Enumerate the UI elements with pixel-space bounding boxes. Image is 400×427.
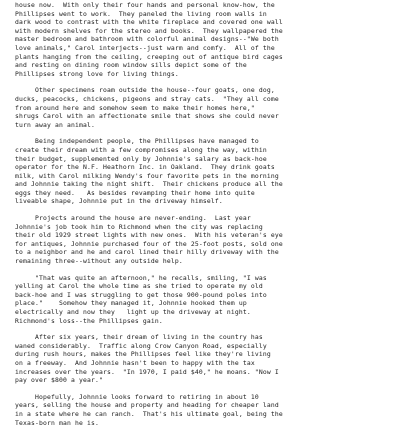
text-line: and resting on dining room window sills depict some of the — [15, 61, 247, 70]
text-line: with modern shelves for the stereo and books. They wallpapered the — [15, 26, 283, 35]
text-line: and Johnnie taking the night shift. Their chickens produce all the — [15, 180, 283, 189]
text-line: in a state where he can ranch. That's his ultimate goal, being the — [15, 409, 283, 418]
text-line: their budget, supplemented only by Johnnie's salary as back-hoe — [15, 154, 267, 163]
text-line: dark wood to contrast with the white fireplace and covered one wall — [15, 18, 283, 27]
text-line: pay over $800 a year." — [15, 376, 103, 385]
text-line: love animals," Carol interjects--just warm and comfy. All of the — [15, 43, 275, 52]
text-line: years, selling the house and property and heading for cheaper land — [15, 401, 279, 410]
text-line: plants hanging from the ceiling, creeping out of antique bird cages — [15, 52, 283, 61]
text-line: master bedroom and bathroom with colorful animal designs--"We both — [15, 35, 279, 44]
text-line: Texas-born man he is. — [15, 418, 99, 427]
text-line: remaining three--without any outside help. — [15, 257, 183, 266]
text-line: on a freeway. And Johnnie hasn't been to happy with the tax — [15, 358, 255, 367]
text-line: house now. With only their four hands and personal know-how, the — [15, 1, 275, 9]
paragraph — [15, 274, 392, 326]
text-line: milk, with Carol milking Wendy's four favorite pets in the morning — [15, 171, 279, 180]
paragraph — [15, 86, 392, 129]
text-line: Hopefully, Johnnie looks forward to retiring in about 10 — [15, 392, 259, 401]
text-line: their old 1929 street lights with new ones. With his veteran's eye — [15, 231, 283, 240]
text-line: back-hoe and I was struggling to get those 900-pound poles into — [15, 290, 267, 299]
article-body — [15, 1, 392, 427]
paragraph — [15, 137, 392, 206]
text-line: shrugs Carol with an affectionate smile that shows she could never — [15, 112, 279, 121]
text-line: ducks, peacocks, chickens, pigeons and stray cats. "They all come — [15, 94, 279, 103]
paragraph — [15, 333, 392, 385]
text-line: Phillipses went to work. They paneled the living room walls in — [15, 9, 267, 18]
text-line: Johnnie's job took him to Richmond when the city was replacing — [15, 222, 263, 231]
paragraph — [15, 214, 392, 266]
text-line: increases over the years. "In 1970, I paid $40," he moans. "Now I — [15, 367, 279, 376]
text-line: After six years, their dream of living in the country has — [15, 333, 263, 342]
text-line: Being independent people, the Phillipses have managed to — [15, 137, 259, 146]
text-line: create their dream with a few compromises along the way, within — [15, 145, 267, 154]
text-line: waned considerably. Traffic along Crow Canyon Road, especially — [15, 341, 267, 350]
text-line: Phillipses strong love for living things. — [15, 69, 179, 78]
text-line: place." Somehow they managed it, Johnnie hooked them up — [15, 299, 247, 308]
text-line: operator for the N.F. Heathorn Inc. in Oakland. They drink goats — [15, 163, 275, 172]
text-line: Richmond's loss--the Phillipses gain. — [15, 316, 163, 325]
text-line: liveable shape, Johnnie put in the driveway himself. — [15, 197, 223, 206]
text-line: "That was quite an afternoon," he recalls, smiling, "I was — [15, 273, 267, 282]
text-line: eggs they need. As besides revamping their home into quite — [15, 188, 255, 197]
text-line: yelling at Carol the whole time as she tried to operate my old — [15, 282, 263, 291]
text-line: Other specimens roam outside the house--four goats, one dog, — [15, 86, 275, 95]
text-line: during rush hours, makes the Phillipses feel like they're living — [15, 350, 271, 359]
text-line: Projects around the house are never-ending. Last year — [15, 214, 251, 223]
paragraph — [15, 1, 392, 78]
paragraph — [15, 393, 392, 427]
text-line: to a neighbor and he and carol lined their hilly driveway with the — [15, 248, 279, 257]
text-line: electrically and now they light up the driveway at night. — [15, 308, 251, 316]
text-line: turn away an animal. — [15, 120, 95, 129]
text-line: for antiques, Johnnie purchased four of the 25-foot posts, sold one — [15, 239, 283, 248]
text-line: from around here and somehow seem to make their homes here," — [15, 103, 255, 112]
